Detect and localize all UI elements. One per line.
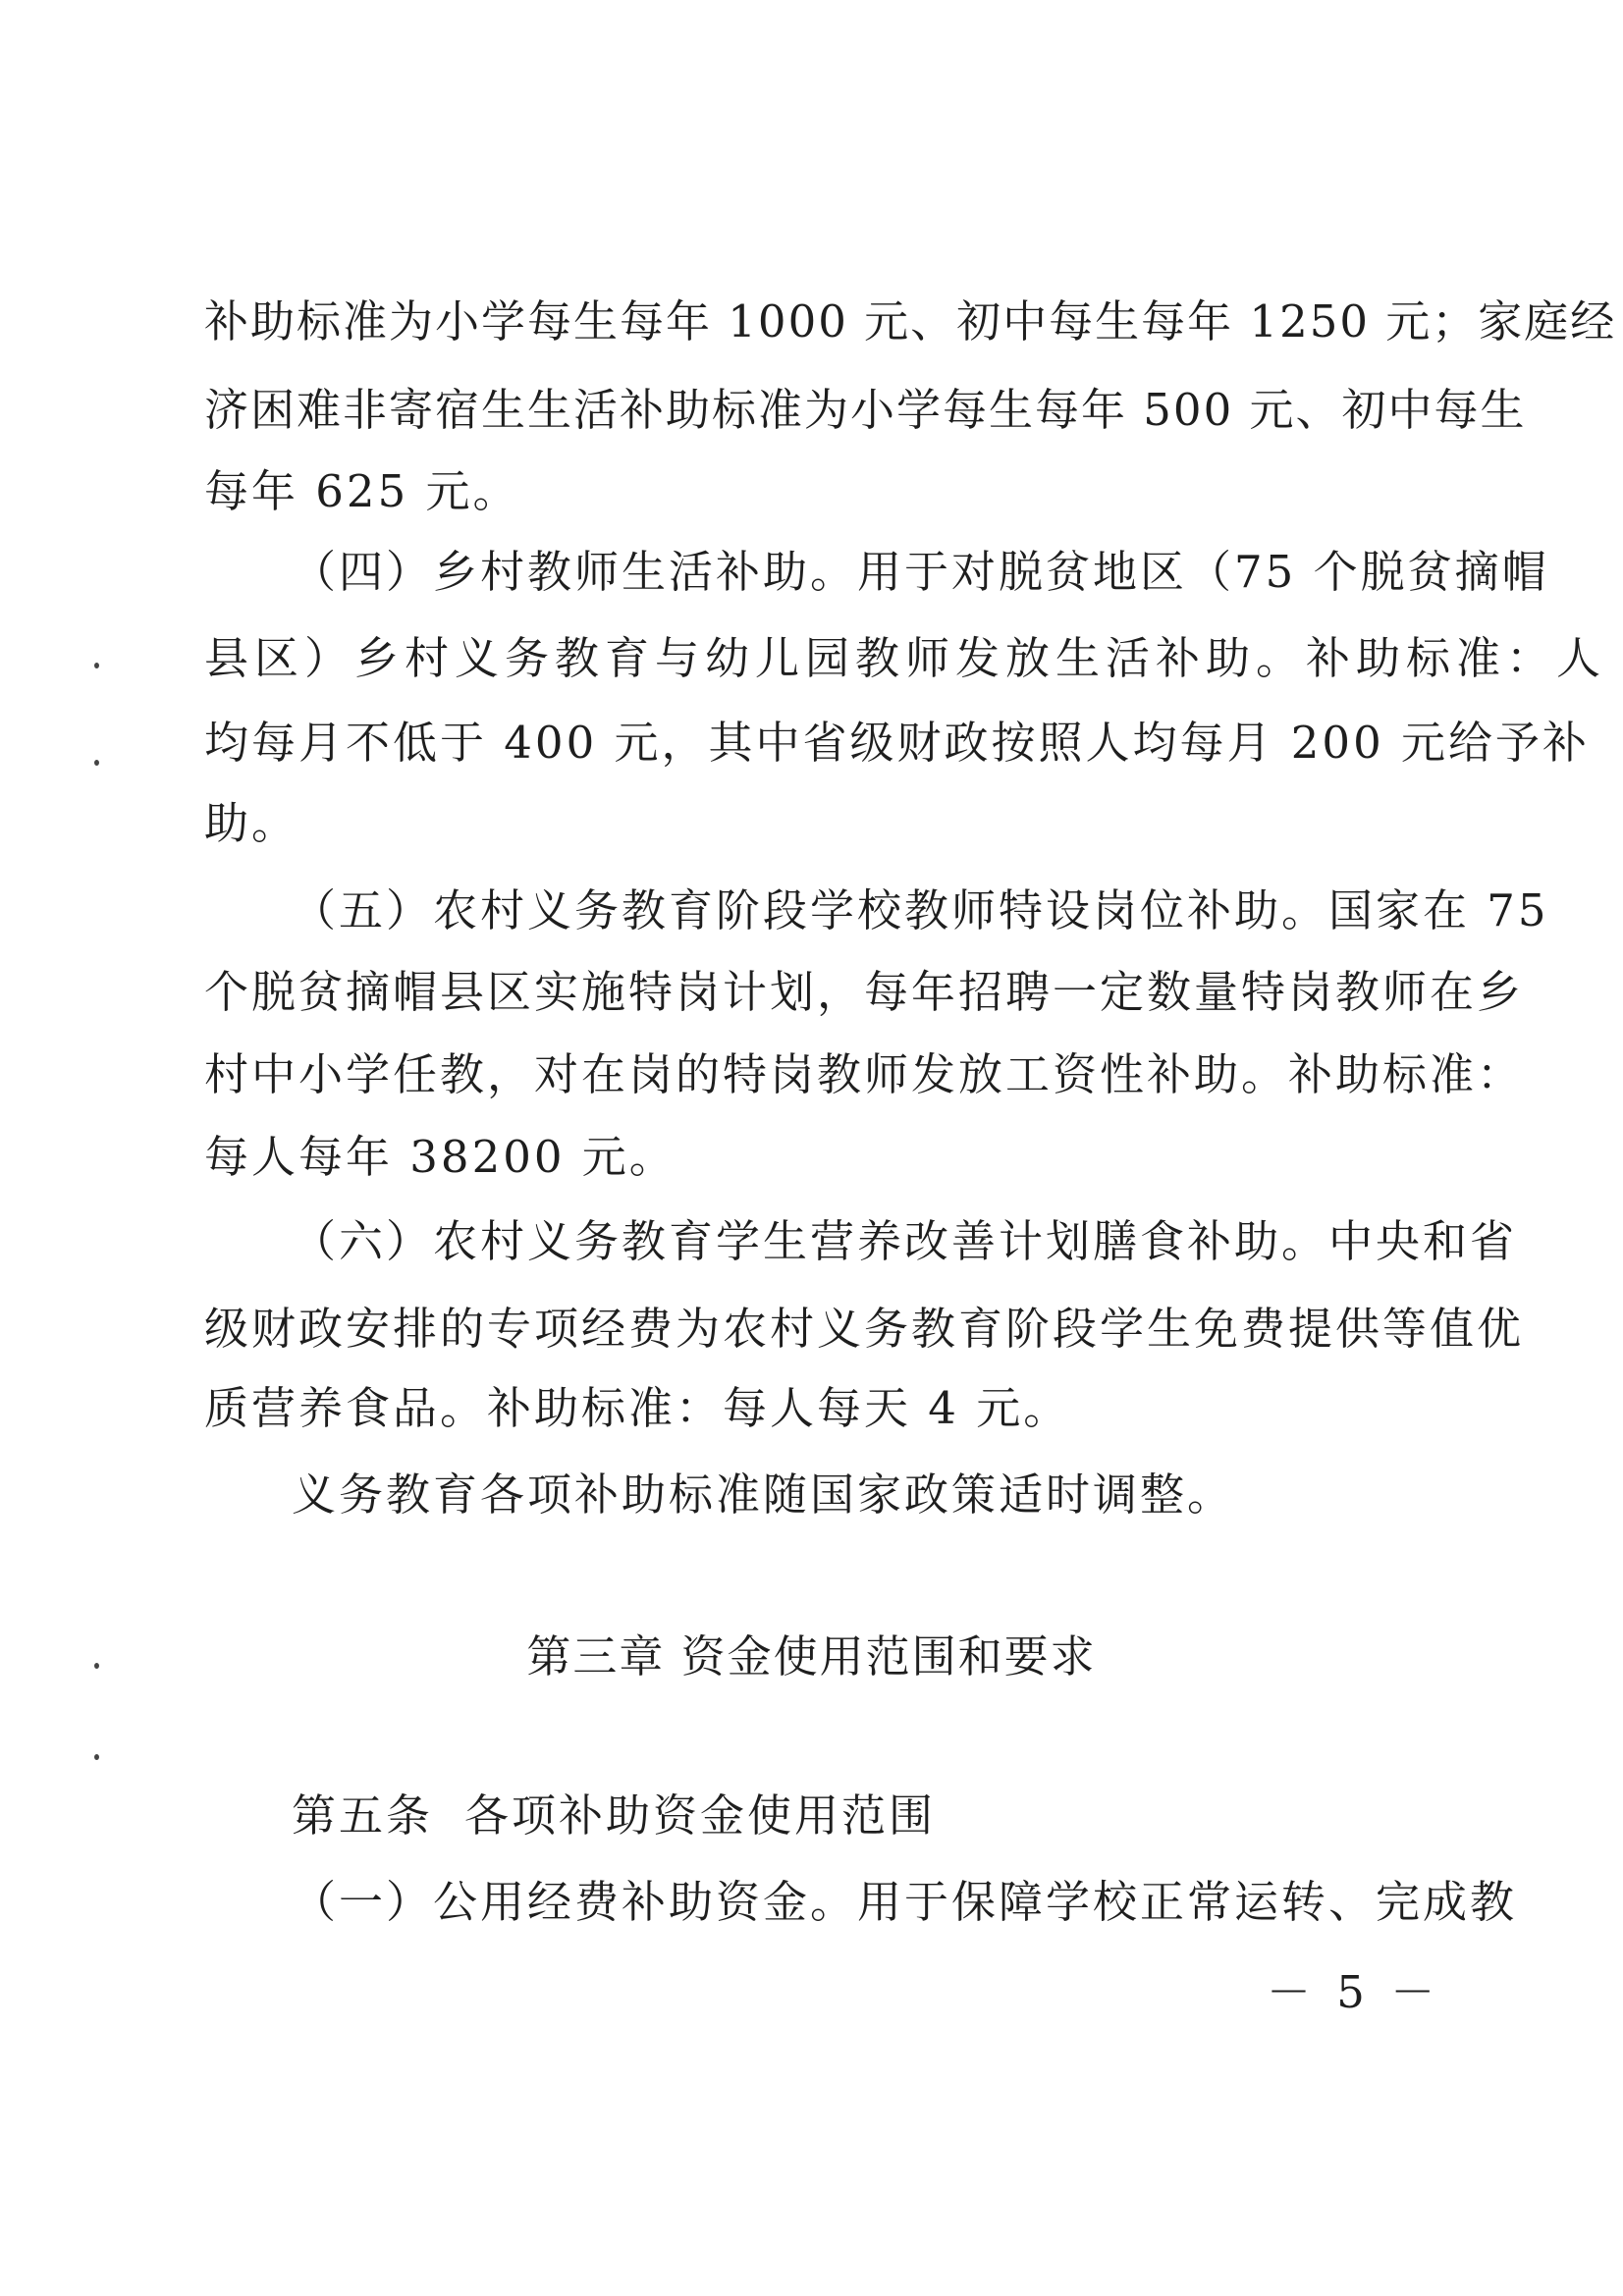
paragraph-line: 济困难非寄宿生生活补助标准为小学每生每年 500 元、初中每生 <box>204 384 1527 436</box>
scan-mark <box>94 760 99 766</box>
paragraph-line: 每人每年 38200 元。 <box>204 1131 676 1183</box>
article-heading <box>292 1787 936 1845</box>
chapter-heading: 第三章 资金使用范围和要求 <box>526 1630 1097 1682</box>
paragraph-line: 个脱贫摘帽县区实施特岗计划，每年招聘一定数量特岗教师在乡 <box>204 966 1525 1018</box>
paragraph-line: （六）农村义务教育学生营养改善计划膳食补助。中央和省 <box>292 1215 1518 1267</box>
paragraph-line: 级财政安排的专项经费为农村义务教育阶段学生免费提供等值优 <box>204 1303 1525 1355</box>
paragraph-line: （一）公用经费补助资金。用于保障学校正常运转、完成教 <box>292 1876 1518 1928</box>
scan-mark <box>94 1663 99 1669</box>
article-number: 第五条 <box>292 1789 434 1842</box>
paragraph-line: 补助标准为小学每生每年 1000 元、初中每生每年 1250 元；家庭经 <box>204 295 1617 347</box>
scan-mark <box>94 663 99 668</box>
paragraph-line: （四）乡村教师生活补助。用于对脱贫地区（75 个脱贫摘帽 <box>292 546 1549 598</box>
paragraph-line: 义务教育各项补助标准随国家政策适时调整。 <box>292 1468 1235 1521</box>
page-number: － 5 － <box>1267 1966 1441 2018</box>
paragraph-line: （五）农村义务教育阶段学校教师特设岗位补助。国家在 75 <box>292 884 1549 936</box>
paragraph-line: 均每月不低于 400 元，其中省级财政按照人均每月 200 元给予补 <box>204 717 1591 769</box>
paragraph-line: 每年 625 元。 <box>204 465 520 517</box>
scan-mark <box>94 1754 99 1760</box>
paragraph-line: 县区）乡村义务教育与幼儿园教师发放生活补助。补助标准：人 <box>204 632 1607 684</box>
article-title: 各项补助资金使用范围 <box>464 1789 937 1842</box>
paragraph-line: 质营养食品。补助标准：每人每天 4 元。 <box>204 1382 1071 1434</box>
paragraph-line: 村中小学任教，对在岗的特岗教师发放工资性补助。补助标准： <box>204 1048 1525 1100</box>
paragraph-line: 助。 <box>204 797 299 849</box>
